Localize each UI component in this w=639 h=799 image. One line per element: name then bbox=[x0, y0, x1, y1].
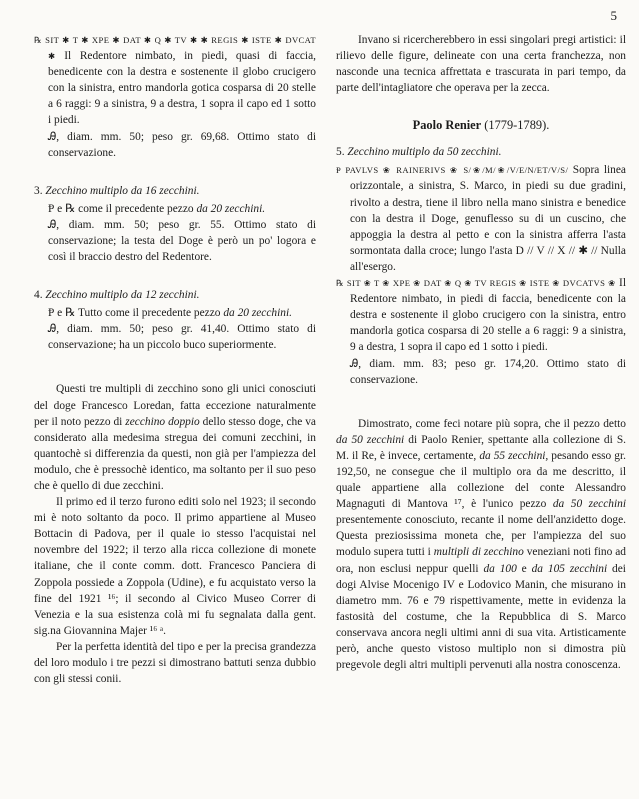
item2-legend: ℞ SIT ✱ T ✱ XPE ✱ DAT ✱ Q ✱ TV ✱ ✱ REGIS ✱ ISTE ✱ DVCAT ✱ bbox=[34, 35, 316, 62]
paragraph-1: Questi tre multipli di zecchino sono gli unici conosciuti del doge Francesco Loredan, fatta eccezione naturalmente per il noto pezzo di zecchino doppio dello stesso doge, che va considerato alla medesima stregua dei comuni zecchini, in quantochè si differenzia da questi, non già per l'ampiezza del modulo, che è pressochè identico, ma soltanto per il suo peso che è quello di due zecchini. bbox=[34, 383, 316, 492]
item4-description: Ᵽ e ℞ Tutto come il precedente pezzo da 20 zecchini. bbox=[48, 307, 292, 320]
item5-data: Ꭿ, diam. mm. 83; peso gr. 174,20. Ottimo stato di conservazione. bbox=[350, 357, 626, 386]
intro-paragraph: Invano si ricercherebbero in essi singolari pregi artistici: il rilievo delle figure, delineate con una certa franchezza, non nasconde una tecnica affrettata e trascurata in pari tempo, da parte dell'intagliatore che operava per la zecca. bbox=[336, 34, 626, 95]
item4-data: Ꭿ, diam. mm. 50; peso gr. 41,40. Ottimo stato di conservazione; ha un piccolo buco superiormente. bbox=[48, 323, 316, 352]
item5-reverse-description: Il Redentore nimbato, in piedi di faccia, benedicente con la destra e sostenente il globo crucigero con la sinistra, entro mandorla gotica cosparsa di 20 stelle a 6 raggi: 9 a sinistra, 9 a destra, 1 sopra il capo ed 1 sotto i piedi. bbox=[350, 277, 626, 354]
item5-reverse-legend: ℞ SIT ❀ T ❀ XPE ❀ DAT ❀ Q ❀ TV REGIS ❀ ISTE ❀ DVCATVS ❀ bbox=[336, 278, 616, 289]
closing-paragraph: Dimostrato, come feci notare più sopra, che il pezzo detto da 50 zecchini di Paolo Renier, spettante alla collezione di S. M. il Re, è invece, certamente, da 55 zecchini, pesando esso gr. 192,50, ne consegue che il multiplo ora da me descritto, il quale appartiene alla collezione del conte Alessandro Magnaguti di Mantova ¹⁷, è l'unico pezzo da 50 zecchini presentemente conosciuto, recante il nome dell'anzidetto doge. Questa preziosissima moneta che, per l'ampiezza del suo modulo supera tutti i multipli di zecchino veneziani noti fino ad ora, non esclusi neppur quelli da 100 e da 105 zecchini dei dogi Alvise Mocenigo IV e Lodovico Manin, che misurano in diametro mm. 76 e 79 rispettivamente, mette in evidenza la fastosità del costume, che la Repubblica di S. Marco conservava ancora negli ultimi anni di sua vita. Artisticamente però, anche questo vistoso multiplo non si dimostra più pregevole degli altri multipli pervenuti alla nostra conoscenza. bbox=[336, 417, 626, 672]
item5-obverse-legend: Ᵽ PAVLVS ❀ RAINERIVS ❀ S/❀/M/❀/V/E/N/ET/V/S/ bbox=[336, 165, 569, 176]
item2-description: Il Redentore nimbato, in piedi, quasi di faccia, benedicente con la destra e sostenente il globo crucigero con la sinistra, entro mandorla gotica cosparsa di 20 stelle a 6 raggi: 9 a sinistra, 9 a destra, 1 sopra il capo ed 1 sotto i piedi. bbox=[48, 50, 316, 127]
right-column bbox=[336, 32, 626, 673]
item5-obverse bbox=[336, 162, 626, 275]
item3-description: Ᵽ e ℞ come il precedente pezzo da 20 zecchini. bbox=[48, 202, 266, 215]
section-heading: Paolo Renier (1779-1789). bbox=[412, 118, 550, 133]
item2-data: Ꭿ, diam. mm. 50; peso gr. 69,68. Ottimo stato di conservazione. bbox=[48, 130, 316, 159]
paragraph-3: Per la perfetta identità del tipo e per la precisa grandezza del loro modulo i tre pezzi si dimostrano battuti senza dubbio con gli stessi conii. bbox=[34, 640, 316, 686]
paragraph-2: Il primo ed il terzo furono editi solo nel 1923; il secondo mi è noto soltanto da poco. Il primo appartiene al Museo Bottacin di Padova, per il quale io stesso l'acquistai nel novembre del 1922; il terzo alla ricca collezione di monete italiane, che il conte comm. dott. Francesco Panciera di Zoppola possiede a Zoppola (Udine), e fu acquistato verso la fine del 1921 ¹⁶; il secondo al Civico Museo Correr di Venezia e la sua esistenza colà mi fu segnalata dalla gent. sig.na Giovannina Majer ¹⁶ ᵃ. bbox=[34, 496, 316, 637]
item3-data: Ꭿ, diam. mm. 50; peso gr. 55. Ottimo stato di conservazione; la testa del Doge è però un po' logora e così il braccio destro del Redentore. bbox=[48, 218, 316, 264]
item5-title: 5. Zecchino multiplo da 50 zecchini. bbox=[336, 146, 502, 159]
left-column bbox=[34, 32, 316, 687]
item2-legend-and-description bbox=[34, 32, 316, 129]
page-number: 5 bbox=[610, 8, 617, 23]
item3-title: 3. Zecchino multiplo da 16 zecchini. bbox=[34, 184, 200, 197]
item4-title: 4. Zecchino multiplo da 12 zecchini. bbox=[34, 289, 200, 302]
item5-obverse-description: Sopra linea orizzontale, a sinistra, S. Marco, in piedi su due gradini, rivolto a destra, tiene il libro nella mano sinistra e benedice con la destra il Doge, genuflesso su di un cuscino, che appoggia la destra al petto e con la sinistra afferra l'asta sormontata dalla croce; lungo l'asta D // V // X // ✱ // Nulla all'esergo. bbox=[350, 164, 626, 273]
item5-reverse bbox=[336, 275, 626, 355]
